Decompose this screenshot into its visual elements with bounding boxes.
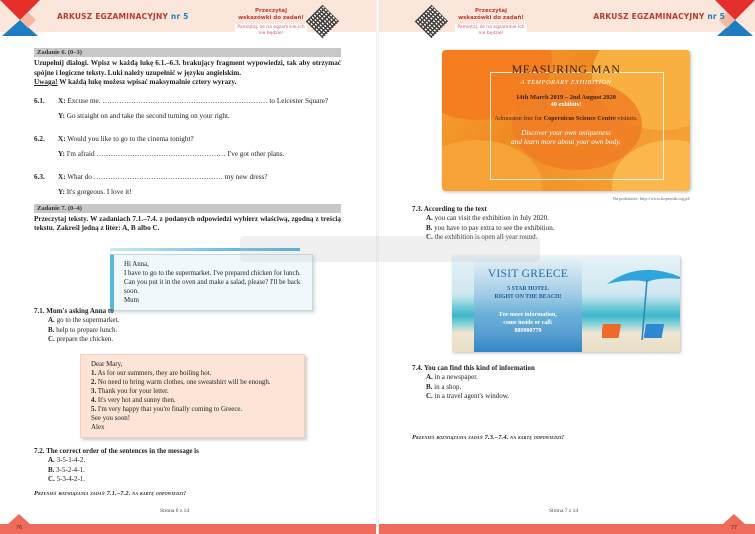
answer-option[interactable]: C. the exhibition is open all year round. <box>426 232 538 241</box>
ad-text-panel <box>474 260 582 352</box>
page-number-tab <box>8 514 30 524</box>
task7-instruction: Przeczytaj teksty. W zadaniach 7.1.–7.4. z podanych odpowiedzi wybierz właściwą, zgodną z treścią tekstu. Zakreśl jedną z liter: A, B albo C. <box>34 214 341 232</box>
ad-contact: For more information, come inside or call: 889900779 <box>499 312 557 334</box>
letter-to-mary: Dear Mary, 1. As for our summers, they are boiling hot. 2. No need to bring warm clothes, one sweatshirt will be enough. 3. Thank you for your letter. 4. It's very hot and sunny then. 5. I'm very happy that you're finally coming to Greece. See you soon! Alex <box>80 354 305 438</box>
page-label: Strona 6 z 14 <box>160 508 190 514</box>
question-7-3: 7.3. According to the text A. you can visit the exhibition in July 2020. B. you have to pay extra to see the exhibition. C. the exhibition is open all year round. <box>412 205 555 241</box>
page-number: 77 <box>730 525 738 531</box>
answer-option[interactable]: A. in a newspaper. <box>426 373 478 382</box>
dialogue-6-1: 6.1. X: Excuse me. …………………………………………………………… to Leicester Square? Y: Go straight on and take the second turning on your right. <box>34 96 329 120</box>
answer-option[interactable]: C. 5-3-4-2-1. <box>48 474 86 483</box>
task6-label: Zadanie 6. (0–3) <box>34 48 341 57</box>
page-footer <box>0 524 377 534</box>
answer-option[interactable]: B. 3-5-2-4-1. <box>48 465 85 474</box>
answer-option[interactable]: C. in a travel agent's window. <box>426 391 510 400</box>
poster-title: MEASURING MAN <box>511 62 621 76</box>
ad-title: VISIT GREECE <box>487 268 569 280</box>
note-accent-bar <box>110 248 300 251</box>
task7-label: Zadanie 7. (0–4) <box>34 204 341 213</box>
answer-option[interactable]: B. you have to pay extra to see the exhibition. <box>426 223 555 232</box>
transfer-instruction: Przenieś rozwiązania zadań 7.1.–7.2. na kartę odpowiedzi! <box>34 490 187 497</box>
dialogue-6-2: 6.2. X: Would you like to go to the cinema tonight? Y: I'm afraid ……………………………………………… I've got other plans. <box>34 134 285 158</box>
poster-admission: Admission free for Copernicus Science Centre visitors. <box>494 115 638 122</box>
poster-exhibits: 40 exhibits! <box>550 101 582 108</box>
dialogue-6-3: 6.3. X: What do ……………………………………………… my new dress? Y: It's gorgeous. I love it! <box>34 172 268 196</box>
poster-subtitle: A TEMPORARY EXHIBITION <box>520 79 612 86</box>
page-label: Strona 7 z 14 <box>549 508 579 514</box>
answer-option[interactable]: A. go to the supermarket. <box>48 316 120 325</box>
page-number: 76 <box>15 525 23 531</box>
question-7-4: 7.4. You can find this kind of information A. in a newspaper. B. in a shop. C. in a travel agent's window. <box>412 364 535 400</box>
answer-option[interactable]: B. in a shop. <box>426 382 462 391</box>
exam-sheet-title: ARKUSZ EGZAMINACYJNY nr 5 <box>57 12 189 21</box>
page-number-tab <box>723 514 745 524</box>
tips-notice: Przeczytaj wskazówki do zadań! Pamiętaj, że na egzaminie ich nie będzie! <box>455 8 527 37</box>
question-7-1: 7.1. Mum's asking Anna to A. go to the supermarket. B. help to prepare lunch. C. prepare the chicken. <box>34 307 120 343</box>
task6-instruction: Uzupełnij dialogi. Wpisz w każdą lukę 6.1.–6.3. brakujący fragment wypowiedzi, tak aby otrzymać spójne i logiczne teksty. Luki należy uzupełnić w języku angielskim. Uwaga! W każdą lukę możesz wpisać maksymalnie cztery wyrazy. <box>34 59 341 86</box>
corner-logo-icon <box>0 0 50 40</box>
exam-sheet-title: ARKUSZ EGZAMINACYJNY nr 5 <box>593 12 725 21</box>
question-7-2: 7.2. The correct order of the sentences in the message is A. 3-5-1-4-2. B. 3-5-2-4-1. C. 5-3-4-2-1. <box>34 447 199 483</box>
transfer-instruction: Przenieś rozwiązania zadań 7.3.–7.4. na kartę odpowiedzi! <box>412 434 565 441</box>
poster-dates: 14th March 2019 – 2nd August 2020 <box>516 94 616 101</box>
exhibition-poster <box>442 50 690 191</box>
beach-umbrella-icon <box>602 262 680 352</box>
answer-option[interactable]: B. help to prepare lunch. <box>48 325 118 334</box>
answer-option[interactable]: A. you can visit the exhibition in July 2020. <box>426 214 549 223</box>
task6-section <box>34 48 341 234</box>
page-footer <box>377 524 755 534</box>
ad-subtitle: 5 STAR HOTEL RIGHT ON THE BEACH! <box>494 286 562 300</box>
answer-option[interactable]: C. prepare the chicken. <box>48 334 114 343</box>
tips-notice: Przeczytaj wskazówki do zadań! Pamiętaj, że na egzaminie ich nie będzie! <box>235 8 307 37</box>
left-page <box>0 0 377 534</box>
note-to-anna: Hi Anna, I have to go to the supermarket. I've prepared chicken for lunch. Can you put it in the oven and make a salad, please? I'll be back soon. Mum <box>110 254 313 311</box>
greece-hotel-ad <box>452 256 680 352</box>
source-credit: Na podstawie: http://www.kopernik.org.pl/ <box>612 196 690 201</box>
poster-tagline: Discover your own uniqueness and learn more about your own body. <box>511 128 621 146</box>
answer-option[interactable]: A. 3-5-1-4-2. <box>48 456 86 465</box>
page-fold <box>376 0 379 534</box>
